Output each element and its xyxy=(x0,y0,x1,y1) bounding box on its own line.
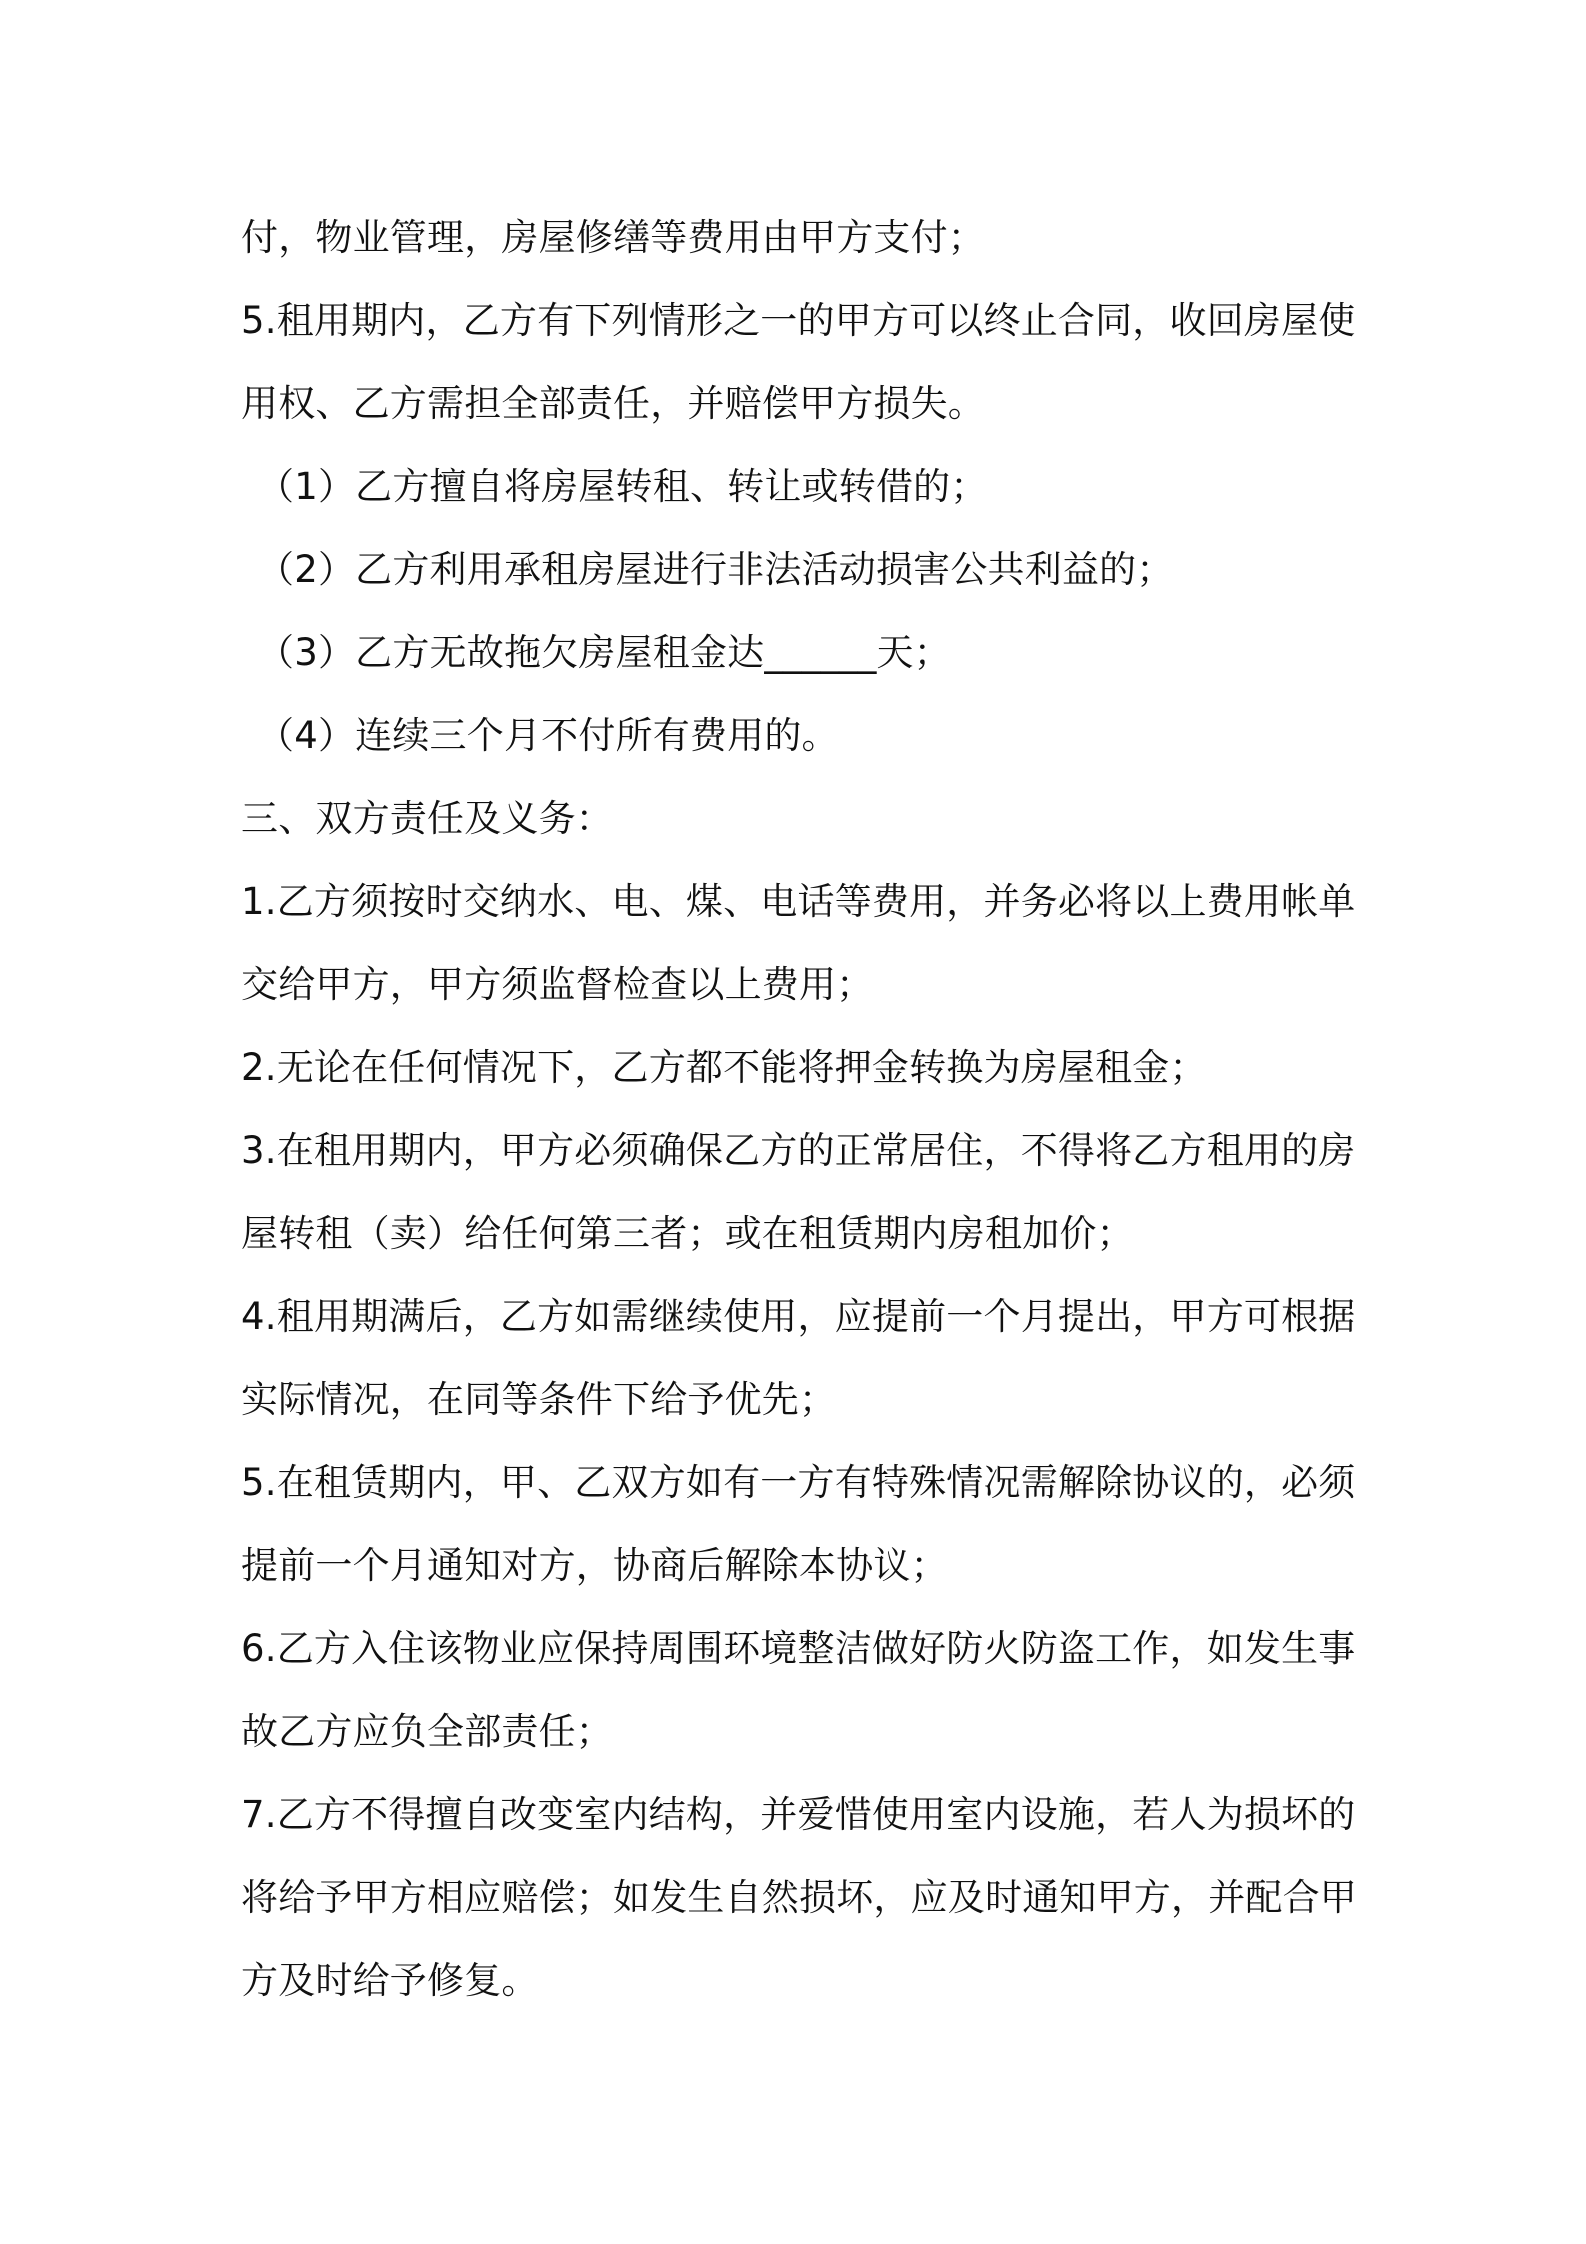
text-line: 交给甲方，甲方须监督检查以上费用； xyxy=(241,963,874,1006)
text-line: 屋转租（卖）给任何第三者；或在租赁期内房租加价； xyxy=(241,1212,1134,1255)
section-heading: 三、双方责任及义务： xyxy=(241,797,613,840)
text-line: 5.在租赁期内，甲、乙双方如有一方有特殊情况需解除协议的，必须 xyxy=(241,1461,1356,1504)
text-line: 1.乙方须按时交纳水、电、煤、电话等费用，并务必将以上费用帐单 xyxy=(241,880,1356,923)
text-line: 6.乙方入住该物业应保持周围环境整洁做好防火防盗工作，如发生事 xyxy=(241,1627,1356,1670)
text-line: 提前一个月通知对方，协商后解除本协议； xyxy=(241,1544,948,1587)
text-line: 故乙方应负全部责任； xyxy=(241,1710,613,1753)
text-line: 7.乙方不得擅自改变室内结构，并爱惜使用室内设施，若人为损坏的 xyxy=(241,1793,1356,1836)
list-item: （4）连续三个月不付所有费用的。 xyxy=(257,714,839,757)
text-line: 将给予甲方相应赔偿；如发生自然损坏，应及时通知甲方，并配合甲 xyxy=(241,1876,1357,1919)
text-line: 用权、乙方需担全部责任，并赔偿甲方损失。 xyxy=(241,382,985,425)
list-item: （1）乙方擅自将房屋转租、转让或转借的； xyxy=(257,465,988,508)
text-line: 付，物业管理，房屋修缮等费用由甲方支付； xyxy=(241,216,985,259)
list-item: （2）乙方利用承租房屋进行非法活动损害公共利益的； xyxy=(257,548,1174,591)
text-line: 实际情况，在同等条件下给予优先； xyxy=(241,1378,837,1421)
text-line: 3.在租用期内，甲方必须确保乙方的正常居住，不得将乙方租用的房 xyxy=(241,1129,1356,1172)
document-body xyxy=(241,196,1357,2022)
text-line: 5.租用期内，乙方有下列情形之一的甲方可以终止合同，收回房屋使 xyxy=(241,299,1356,342)
text-line: 4.租用期满后，乙方如需继续使用，应提前一个月提出，甲方可根据 xyxy=(241,1295,1356,1338)
list-item: （3）乙方无故拖欠房屋租金达______天； xyxy=(257,631,951,674)
text-line: 方及时给予修复。 xyxy=(241,1959,539,2002)
text-line: 2.无论在任何情况下，乙方都不能将押金转换为房屋租金； xyxy=(241,1046,1207,1089)
